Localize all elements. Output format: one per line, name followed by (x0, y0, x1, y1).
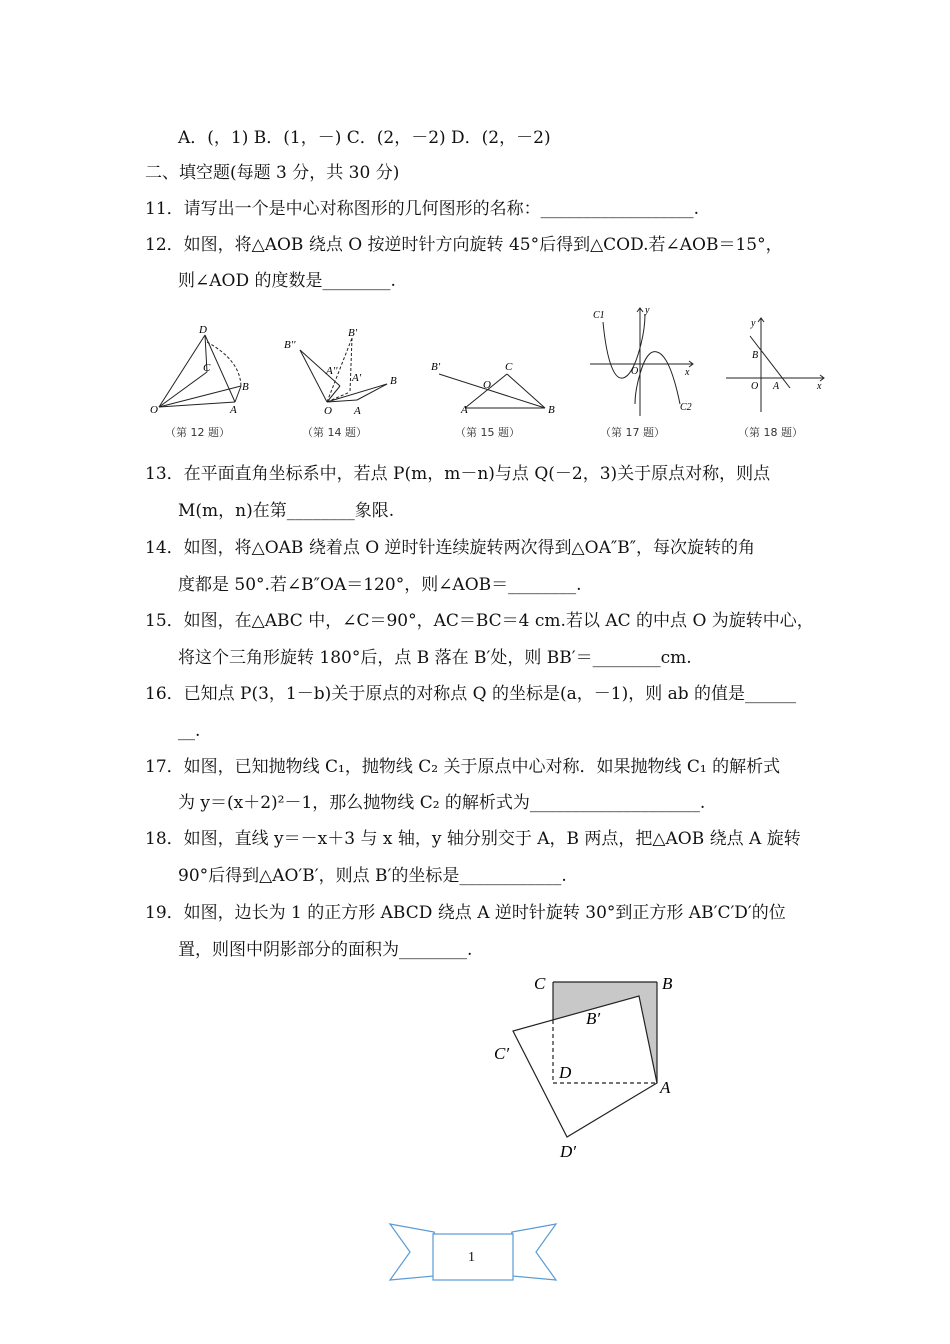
fig17-label-O: O (631, 366, 639, 377)
fig17-caption: （第 17 题） (600, 426, 665, 439)
question-18-line1: 18．如图，直线 y＝－x＋3 与 x 轴，y 轴分别交于 A，B 两点，把△AOB 绕点 A 旋转 (145, 829, 801, 849)
fig17-label-x: x (685, 367, 690, 378)
question-14-line2: 度都是 50°.若∠B″OA＝120°，则∠AOB＝________. (178, 575, 582, 595)
fig14-label-O: O (324, 405, 332, 417)
fig14-label-B1: B' (348, 327, 358, 339)
question-15-line2: 将这个三角形旋转 180°后，点 B 落在 B′处，则 BB′＝________cm. (178, 648, 692, 668)
fig19-label-A: A (660, 1078, 671, 1097)
question-16-line2: __. (178, 721, 201, 741)
figure-18 (722, 314, 830, 414)
fig19-label-D1: D′ (560, 1142, 576, 1161)
fig14-label-A1: A' (352, 372, 362, 384)
figure-19 (480, 965, 700, 1165)
page-number: 1 (468, 1250, 475, 1265)
fig19-label-B: B (662, 974, 673, 993)
fig18-label-A: A (773, 381, 780, 392)
question-17-line1: 17．如图，已知抛物线 C₁，抛物线 C₂ 关于原点中心对称．如果抛物线 C₁ 的解析式 (145, 757, 781, 777)
fig15-caption: （第 15 题） (455, 426, 520, 439)
question-13-line1: 13．在平面直角坐标系中，若点 P(m，m－n)与点 Q(－2，3)关于原点对称，则点 (145, 464, 771, 484)
q10-options: A．(，1) B．(1，－) C．(2，－2) D．(2，－2) (178, 128, 551, 148)
fig14-label-A: A (354, 405, 361, 417)
figure-15 (425, 350, 565, 420)
fig12-label-O: O (150, 404, 158, 416)
figure-12 (145, 320, 260, 420)
section2-title: 二、填空题(每题 3 分，共 30 分) (145, 163, 400, 183)
question-18-line2: 90°后得到△AO′B′，则点 B′的坐标是____________. (178, 866, 567, 886)
fig18-label-O: O (751, 381, 759, 392)
question-12-line1: 12．如图，将△AOB 绕点 O 按逆时针方向旋转 45°后得到△COD.若∠AOB＝15°， (145, 235, 783, 255)
question-19-line1: 19．如图，边长为 1 的正方形 ABCD 绕点 A 逆时针旋转 30°到正方形 AB′C′D′的位 (145, 903, 786, 923)
fig19-label-C: C (534, 974, 546, 993)
fig15-label-B: B (548, 404, 555, 416)
question-14-line1: 14．如图，将△OAB 绕着点 O 逆时针连续旋转两次得到△OA″B″，每次旋转的角 (145, 538, 756, 558)
fig17-label-C1: C1 (593, 310, 605, 321)
fig19-label-C1: C′ (494, 1044, 510, 1063)
fig15-label-A: A (461, 404, 468, 416)
question-17-line2: 为 y＝(x＋2)²－1，那么抛物线 C₂ 的解析式为____________________. (178, 793, 706, 813)
question-16-line1: 16．已知点 P(3，1－b)关于原点的对称点 Q 的坐标是(a，－1)，则 ab 的值是______ (145, 684, 797, 704)
fig17-label-y: y (645, 305, 650, 316)
fig18-caption: （第 18 题） (738, 426, 803, 439)
fig15-label-C: C (505, 361, 513, 373)
figure-14 (282, 322, 407, 422)
question-13-line2: M(m，n)在第________象限. (178, 501, 395, 521)
figure-17 (585, 304, 700, 419)
fig14-label-A2: A'' (326, 365, 338, 377)
fig18-label-x: x (817, 381, 822, 392)
fig18-label-y: y (751, 318, 756, 329)
fig19-label-D: D (559, 1063, 572, 1082)
fig14-label-B2: B'' (284, 339, 296, 351)
fig15-label-O: O (483, 379, 491, 391)
fig15-label-B1: B' (431, 361, 441, 373)
fig17-label-C2: C2 (680, 402, 692, 413)
question-12-line2: 则∠AOD 的度数是________. (178, 271, 396, 291)
question-11: 11．请写出一个是中心对称图形的几何图形的名称：__________________. (145, 199, 700, 219)
fig12-label-D: D (199, 324, 207, 336)
question-19-line2: 置，则图中阴影部分的面积为________. (178, 940, 473, 960)
fig12-label-B: B (242, 381, 249, 393)
fig14-label-B: B (390, 375, 397, 387)
question-15-line1: 15．如图，在△ABC 中，∠C＝90°，AC＝BC＝4 cm.若以 AC 的中点 O 为旋转中心， (145, 611, 814, 631)
fig12-label-A: A (230, 404, 237, 416)
fig12-caption: （第 12 题） (165, 426, 230, 439)
fig19-label-B1: B′ (586, 1009, 601, 1028)
fig12-label-C: C (203, 362, 211, 374)
fig14-caption: （第 14 题） (302, 426, 367, 439)
fig18-label-B: B (752, 350, 759, 361)
